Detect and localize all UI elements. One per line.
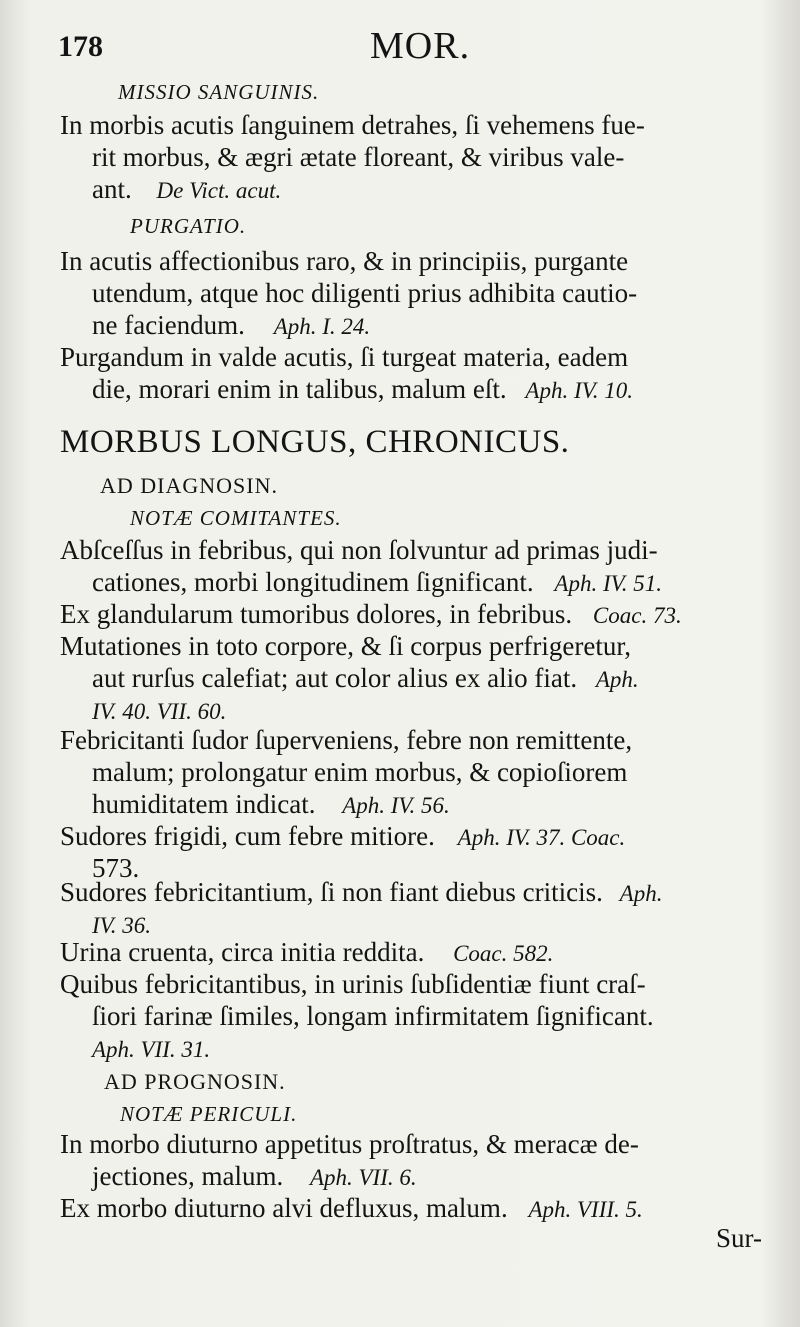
citation: Aph. <box>619 881 663 906</box>
text-line: ſiori farinæ ſimiles, longam infirmitatem ſignificant. <box>92 1001 654 1031</box>
text-line <box>92 1032 210 1066</box>
text-line: Abſceſſus in febribus, qui non ſolvuntur ad primas judi- <box>60 535 658 565</box>
citation: Aph. IV. 10. <box>525 378 633 403</box>
citation: Aph. I. 24. <box>273 314 371 339</box>
text-line: Febricitanti ſudor ſuperveniens, febre non remittente, <box>60 725 633 755</box>
page-number: 178 <box>58 30 103 63</box>
citation: IV. 36. <box>92 913 151 938</box>
text-line: Urina cruenta, circa initia reddita. Coac. 582. <box>60 937 554 967</box>
text-line: aut rurſus calefiat; aut color alius ex alio fiat. Aph. <box>92 663 639 693</box>
text-line: In acutis affectionibus raro, & in principiis, purgante <box>60 246 629 276</box>
text-line: In morbo diuturno appetitus proſtratus, & meracæ de- <box>60 1129 639 1159</box>
citation: Coac. 73. <box>592 603 682 628</box>
citation: Aph. VII. 31. <box>92 1037 211 1062</box>
text-line: Sudores febricitantium, ſi non fiant diebus criticis. Aph. <box>60 877 663 907</box>
chapter-heading: MORBUS LONGUS, CHRONICUS. <box>60 424 570 460</box>
text-line: die, morari enim in talibus, malum eſt. Aph. IV. 10. <box>92 374 633 404</box>
text-line: ant. De Vict. acut. <box>92 174 282 204</box>
citation: Aph. IV. 37. Coac. <box>457 825 626 850</box>
text-line: malum; prolongatur enim morbus, & copioſiorem <box>92 757 628 787</box>
text-line: cationes, morbi longitudinem ſignificant. Aph. IV. 51. <box>92 567 662 597</box>
running-head: MOR. <box>370 25 471 67</box>
text-line: 573. <box>92 853 140 883</box>
text-line: Ex glandularum tumoribus dolores, in febribus. Coac. 73. <box>60 599 682 629</box>
section-heading: NOTÆ PERICULI. <box>120 1102 298 1126</box>
catchword: Sur- <box>716 1223 762 1253</box>
subsection-heading: AD PROGNOSIN. <box>104 1069 286 1094</box>
section-heading: NOTÆ COMITANTES. <box>130 506 342 530</box>
citation: IV. 40. VII. 60. <box>92 699 227 724</box>
citation: Aph. <box>595 667 639 692</box>
citation: Aph. IV. 56. <box>342 793 450 818</box>
citation: Aph. IV. 51. <box>554 571 662 596</box>
text-line: rit morbus, & ægri ætate floreant, & viribus vale- <box>92 142 625 172</box>
citation: De Vict. acut. <box>156 178 282 203</box>
citation: Aph. VIII. 5. <box>528 1197 643 1222</box>
text-line: Sudores frigidi, cum febre mitiore. Aph. IV. 37. Coac. <box>60 821 626 851</box>
citation: Coac. 582. <box>453 941 554 966</box>
text-line <box>92 694 226 728</box>
text-line: utendum, atque hoc diligenti prius adhibita cautio- <box>92 278 638 308</box>
text-line: Purgandum in valde acutis, ſi turgeat materia, eadem <box>60 342 629 372</box>
page-header <box>0 22 800 66</box>
text-line: In morbis acutis ſanguinem detrahes, ſi vehemens fue- <box>60 110 645 140</box>
text-line: humiditatem indicat. Aph. IV. 56. <box>92 789 450 819</box>
subsection-heading: AD DIAGNOSIN. <box>100 473 278 498</box>
section-heading: PURGATIO. <box>130 214 247 238</box>
section-heading: MISSIO SANGUINIS. <box>118 80 320 104</box>
text-line: Ex morbo diuturno alvi defluxus, malum. Aph. VIII. 5. <box>60 1193 643 1223</box>
text-line: jectiones, malum. Aph. VII. 6. <box>92 1161 417 1191</box>
text-line: Mutationes in toto corpore, & ſi corpus perfrigeretur, <box>60 631 632 661</box>
text-line: ne faciendum. Aph. I. 24. <box>92 310 371 340</box>
citation: Aph. VII. 6. <box>309 1165 417 1190</box>
text-line: Quibus febricitantibus, in urinis ſubſidentiæ fiunt craſ- <box>60 969 646 999</box>
